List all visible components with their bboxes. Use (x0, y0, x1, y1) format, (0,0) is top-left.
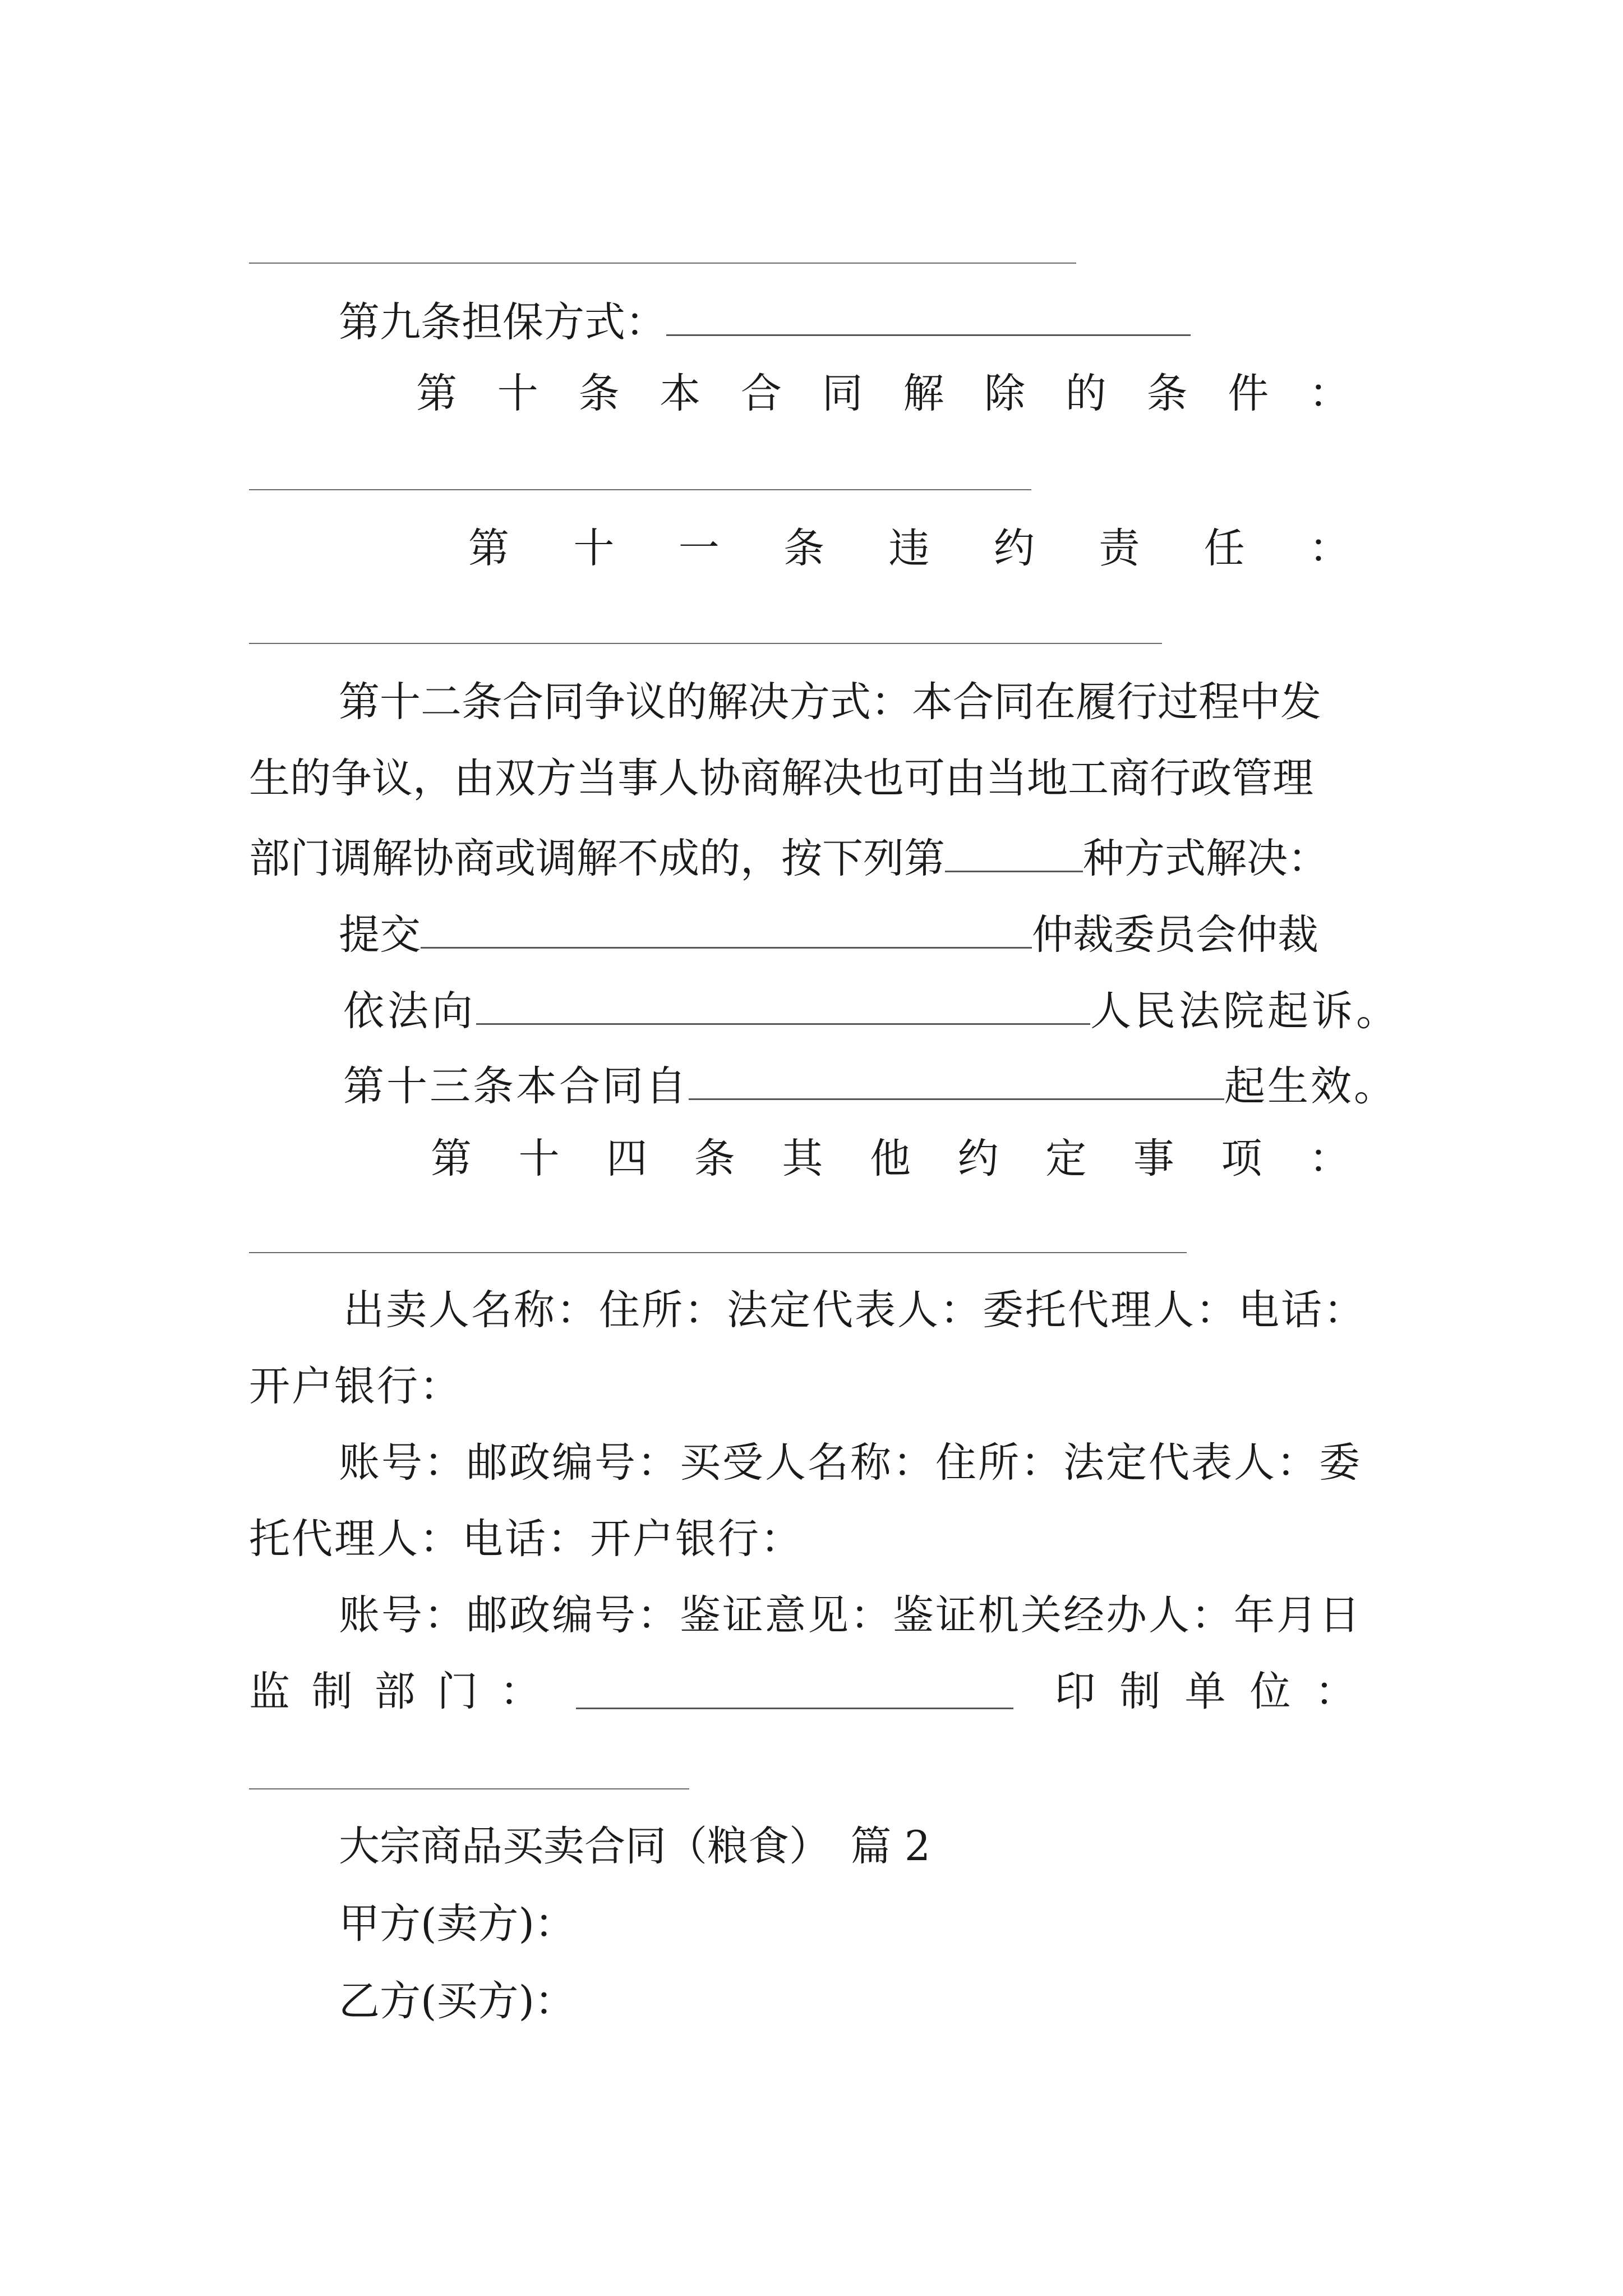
seller-info-line-2 (249, 1359, 1399, 1415)
label-char: ： (500, 1668, 541, 1715)
label-char: 监 (249, 1668, 290, 1715)
article-13 (343, 1055, 1403, 1111)
article-10-char: 条 (578, 370, 620, 417)
supervising-dept-label (249, 1664, 541, 1720)
article-10-char: 第 (416, 370, 457, 417)
article-10-char: 十 (497, 370, 538, 417)
label-char: 印 (1054, 1668, 1096, 1715)
article-12-text: 生的争议，由双方当事人协商解决也可由当地工商行政管理 (249, 754, 1313, 802)
court-line (343, 979, 1403, 1036)
printing-unit-label (1054, 1664, 1355, 1720)
article-11-char: ： (1309, 524, 1350, 572)
article-10-char: 件 (1228, 370, 1269, 417)
fill-line-printing-unit (249, 1788, 689, 1789)
article-12-line-3 (249, 827, 1399, 883)
article-14-char: 四 (606, 1135, 648, 1182)
article-9 (339, 291, 1399, 347)
article-14-char: ： (1308, 1135, 1350, 1182)
fill-line-article-10 (249, 489, 1031, 490)
article-14-char: 他 (869, 1135, 911, 1182)
party-a-label: 甲方(卖方)： (339, 1900, 575, 1948)
article-11-char: 十 (573, 524, 615, 572)
article-10-char: 本 (660, 370, 701, 417)
article-11-char: 约 (993, 524, 1035, 572)
fill-line-article-14 (249, 1252, 1187, 1253)
article-13-suffix: 起生效。 (1224, 1062, 1397, 1110)
article-9-label: 第九条担保方式： (339, 298, 666, 346)
buyer-info-text: 账号：邮政编号：买受人名称：住所：法定代表人：委 (339, 1439, 1362, 1487)
article-12-line-2 (249, 751, 1399, 807)
article-11-char: 第 (468, 524, 509, 572)
arbitration-committee-blank (421, 903, 1032, 949)
seller-info-text: 开户银行： (249, 1363, 462, 1410)
article-10-char: 合 (740, 370, 782, 417)
party-b-line (339, 1973, 1399, 2030)
article-11-char: 违 (888, 524, 930, 572)
buyer-info-text: 托代理人：电话：开户银行： (249, 1515, 803, 1563)
arbitration-suffix: 仲裁委员会仲裁 (1032, 911, 1318, 959)
article-12-text: 第十二条合同争议的解决方式：本合同在履行过程中发 (339, 678, 1321, 726)
verification-line (339, 1588, 1399, 1644)
label-char: 部 (374, 1668, 416, 1715)
article-10-char: 除 (984, 370, 1026, 417)
article-12-text: 部门调解协商或调解不成的，按下列第 (249, 835, 945, 882)
article-14-char: 十 (518, 1135, 560, 1182)
seller-info-line-1 (343, 1282, 1403, 1338)
article-11-char: 条 (783, 524, 825, 572)
fill-line-article-8 (249, 263, 1076, 264)
article-14-char: 项 (1221, 1135, 1262, 1182)
court-suffix: 人民法院起诉。 (1090, 987, 1400, 1035)
arbitration-line (339, 903, 1399, 959)
article-9-blank (666, 291, 1191, 336)
buyer-info-line-2 (249, 1511, 1399, 1567)
article-10-char: 同 (822, 370, 863, 417)
article-14-char: 其 (782, 1135, 823, 1182)
party-a-line (339, 1896, 1399, 1952)
article-11-char: 一 (678, 524, 720, 572)
article-14-char: 约 (957, 1135, 999, 1182)
method-number-blank (945, 827, 1083, 872)
label-char: 位 (1249, 1668, 1291, 1715)
fill-line-article-11 (249, 643, 1162, 644)
supervising-dept-blank (576, 1664, 1013, 1709)
label-char: 单 (1184, 1668, 1226, 1715)
contract-title: 大宗商品买卖合同（粮食） 篇 2 (339, 1823, 931, 1870)
label-char: 制 (311, 1668, 353, 1715)
effective-date-blank (689, 1055, 1224, 1100)
verification-text: 账号：邮政编号：鉴证意见：鉴证机关经办人：年月日 (339, 1591, 1362, 1639)
label-char: 门 (437, 1668, 478, 1715)
article-11-char: 责 (1099, 524, 1140, 572)
article-11 (468, 521, 1350, 577)
article-10-char: 条 (1146, 370, 1188, 417)
article-10-char: ： (1308, 370, 1350, 417)
article-14-char: 第 (431, 1135, 472, 1182)
article-11-char: 任 (1204, 524, 1245, 572)
section-2-title (339, 1819, 1399, 1875)
article-14-char: 事 (1133, 1135, 1174, 1182)
article-12-line-1 (339, 674, 1399, 730)
article-14-char: 条 (694, 1135, 735, 1182)
label-char: ： (1315, 1668, 1356, 1715)
court-blank (476, 979, 1090, 1025)
supervision-print-line (249, 1664, 1399, 1720)
party-b-label: 乙方(买方)： (339, 1977, 575, 2025)
court-prefix: 依法向 (343, 987, 476, 1035)
article-14 (431, 1131, 1350, 1187)
article-13-prefix: 第十三条本合同自 (343, 1062, 689, 1110)
article-12-text: 种方式解决： (1083, 835, 1329, 882)
article-10-char: 解 (903, 370, 944, 417)
article-10-char: 的 (1065, 370, 1106, 417)
article-14-char: 定 (1045, 1135, 1087, 1182)
seller-info-text: 出卖人名称：住所：法定代表人：委托代理人：电话： (343, 1286, 1366, 1334)
label-char: 制 (1119, 1668, 1161, 1715)
buyer-info-line-1 (339, 1435, 1399, 1491)
article-10 (416, 366, 1350, 422)
arbitration-prefix: 提交 (339, 911, 421, 959)
